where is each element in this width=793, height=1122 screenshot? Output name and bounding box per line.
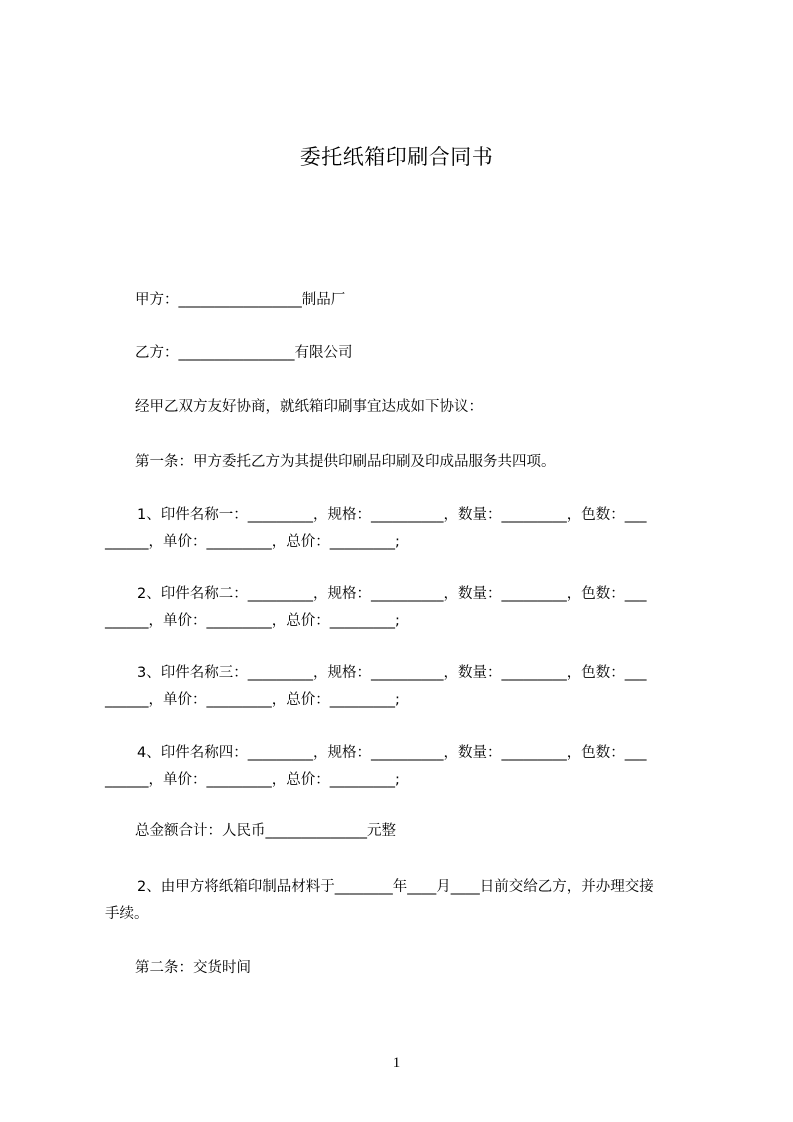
- page-number: 1: [392, 1055, 401, 1071]
- clause-2-line-2: 手续。: [105, 906, 149, 922]
- party-a-line: 甲方：_________________制品厂: [135, 292, 346, 308]
- item-3: [105, 660, 710, 714]
- item-1: [105, 502, 710, 556]
- item-1-line-2: ______，单价：_________，总价：_________;: [105, 534, 400, 550]
- item-4: [105, 740, 710, 794]
- clause-2-line-1: 2、由甲方将纸箱印制品材料于________年____月____日前交给乙方，并办理交接: [137, 879, 654, 895]
- intro-paragraph: 经甲乙双方友好协商，就纸箱印刷事宜达成如下协议：: [135, 399, 483, 415]
- article-1-heading: 第一条：甲方委托乙方为其提供印刷品印刷及印成品服务共四项。: [135, 454, 556, 470]
- item-3-line-2: ______，单价：_________，总价：_________;: [105, 692, 400, 708]
- article-2-heading: 第二条：交货时间: [135, 960, 251, 976]
- item-2-line-1: 2、印件名称二：_________，规格：__________，数量：_________，色数：___: [137, 586, 647, 602]
- item-4-line-1: 4、印件名称四：_________，规格：__________，数量：_________，色数：___: [137, 745, 647, 761]
- party-b-line: 乙方：________________有限公司: [135, 345, 353, 361]
- item-3-line-1: 3、印件名称三：_________，规格：__________，数量：_________，色数：___: [137, 665, 647, 681]
- item-1-line-1: 1、印件名称一：_________，规格：__________，数量：_________，色数：___: [137, 507, 647, 523]
- clause-2: [105, 874, 710, 928]
- total-amount-line: 总金额合计：人民币______________元整: [135, 823, 396, 839]
- item-4-line-2: ______，单价：_________，总价：_________;: [105, 772, 400, 788]
- document-title: 委托纸箱印刷合同书: [299, 145, 494, 169]
- item-2: [105, 581, 710, 635]
- item-2-line-2: ______，单价：_________，总价：_________;: [105, 613, 400, 629]
